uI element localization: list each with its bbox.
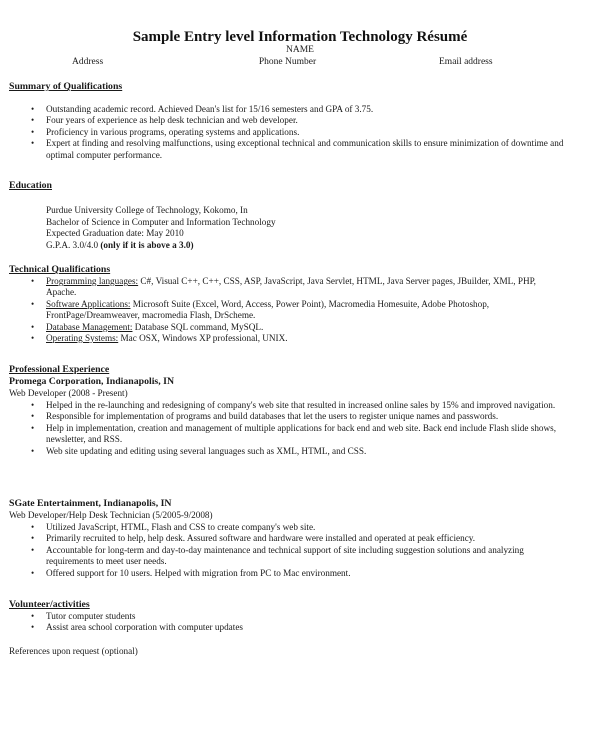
contact-phone: Phone Number (258, 57, 317, 67)
list-item: • Outstanding academic record. Achieved Dean's list for 15/16 semesters and GPA of 3.75. (46, 104, 566, 115)
list-item: • Responsible for implementation of programs and build databases that let the users to register unique names and passwords. (46, 411, 566, 422)
contact-address: Address (72, 57, 104, 67)
list-item: • Tutor computer students (46, 611, 566, 622)
skill-label: Programming languages: (46, 276, 139, 286)
list-item: • Assist area school corporation with computer updates (46, 622, 566, 633)
education-gpa-note: (only if it is above a 3.0) (100, 240, 194, 250)
list-item (46, 299, 566, 322)
references-note: References upon request (optional) (9, 646, 138, 656)
list-item: • Offered support for 10 users. Helped with migration from PC to Mac environment. (46, 568, 566, 579)
technical-heading: Technical Qualifications (9, 264, 111, 275)
skill-text: Database SQL command, MySQL. (132, 321, 264, 332)
summary-list (46, 104, 566, 161)
job-duties-list (46, 522, 566, 579)
list-item (46, 276, 566, 299)
list-item: • Expert at finding and resolving malfunctions, using exceptional technical and communication skills to ensure minimization of downtime and optimal computer performance. (46, 138, 566, 161)
candidate-name: NAME (286, 45, 314, 55)
education-school: Purdue University College of Technology, Kokomo, In (46, 205, 248, 215)
contact-email: Email address (439, 57, 493, 67)
job-company: SGate Entertainment, Indianapolis, IN (9, 498, 172, 509)
list-item (46, 333, 566, 344)
list-item: • Web site updating and editing using several languages such as XML, HTML, and CSS. (46, 446, 566, 457)
list-item: • Proficiency in various programs, operating systems and applications. (46, 127, 566, 138)
summary-heading: Summary of Qualifications (9, 81, 123, 92)
job-company: Promega Corporation, Indianapolis, IN (9, 376, 175, 387)
skill-text: C#, Visual C++, C++, CSS, ASP, JavaScript, Java Servlet, HTML, Java Server pages, JBuilder, XML, PHP, Apache. (46, 276, 536, 298)
skill-text: Mac OSX, Windows XP professional, UNIX. (118, 333, 288, 344)
document-title: Sample Entry level Information Technology Résumé (132, 29, 468, 45)
technical-list (46, 276, 566, 344)
job-role: Web Developer/Help Desk Technician (5/2005-9/2008) (9, 510, 213, 520)
skill-label: Software Applications: (46, 298, 131, 309)
list-item: • Primarily recruited to help, help desk. Assured software and hardware were installed and operated at peak efficiency. (46, 533, 566, 544)
education-degree: Bachelor of Science in Computer and Information Technology (46, 217, 276, 227)
education-graduation: Expected Graduation date: May 2010 (46, 228, 184, 238)
job-role: Web Developer (2008 - Present) (9, 388, 128, 398)
education-gpa-line (46, 240, 194, 251)
job-duties-list (46, 400, 566, 457)
volunteer-list (46, 611, 566, 634)
list-item: • Accountable for long-term and day-to-day maintenance and technical support of site including suggestion solutions and analyzing requirements to meet user needs. (46, 545, 566, 568)
list-item: • Utilized JavaScript, HTML, Flash and CSS to create company's web site. (46, 522, 566, 533)
list-item: • Helped in the re-launching and redesigning of company's web site that resulted in increased online sales by 15% and improved navigation. (46, 400, 566, 411)
volunteer-heading: Volunteer/activities (9, 599, 90, 610)
experience-heading: Professional Experience (9, 364, 110, 375)
skill-text: Microsoft Suite (Excel, Word, Access, Power Point), Macromedia Homesuite, Adobe Photoshop, FrontPage/Dreamweaver, macromedia Flash, DrScheme. (46, 298, 490, 321)
skill-label: Operating Systems: (46, 333, 119, 344)
list-item: • Help in implementation, creation and management of multiple applications for back end and web site. Back end include Flash slide shows, newsletter, and RSS. (46, 423, 566, 446)
list-item: • Four years of experience as help desk technician and web developer. (46, 115, 566, 126)
education-gpa: G.P.A. 3.0/4.0 (46, 240, 99, 250)
education-heading: Education (9, 180, 53, 191)
list-item (46, 322, 566, 333)
skill-label: Database Management: (46, 321, 133, 332)
